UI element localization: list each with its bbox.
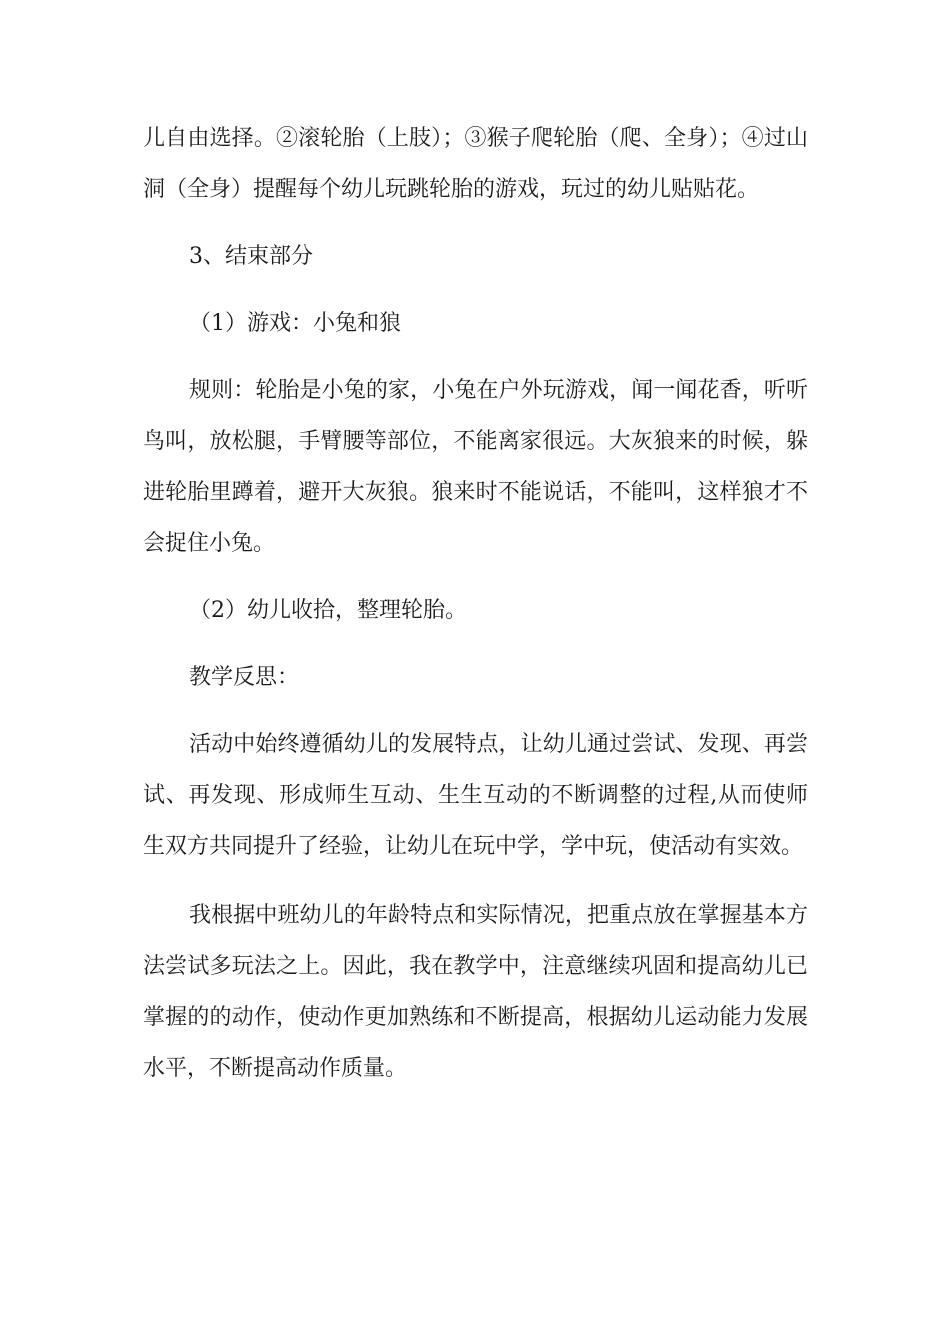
reflection-paragraph-1: 活动中始终遵循幼儿的发展特点，让幼儿通过尝试、发现、再尝试、再发现、形成师生互动、生生互动的不断调整的过程,从而使师生双方共同提升了经验，让幼儿在玩中学，学中玩，使活动有实效。 <box>143 732 808 859</box>
game-title: （1）游戏：小兔和狼 <box>189 311 401 336</box>
paragraph-continuation: 儿自由选择。②滚轮胎（上肢）；③猴子爬轮胎（爬、全身）；④过山洞（全身）提醒每个幼儿玩跳轮胎的游戏，玩过的幼儿贴贴花。 <box>143 126 808 202</box>
reflection-paragraph-2: 我根据中班幼儿的年龄特点和实际情况，把重点放在掌握基本方法尝试多玩法之上。因此，我在教学中，注意继续巩固和提高幼儿已掌握的的动作，使动作更加熟练和不断提高，根据幼儿运动能力发展水平，不断提高动作质量。 <box>143 903 808 1081</box>
tidy-up-step: （2）幼儿收拾，整理轮胎。 <box>189 598 467 623</box>
reflection-heading: 教学反思： <box>189 665 300 690</box>
section-heading-ending: 3、结束部分 <box>189 244 313 269</box>
game-rules-paragraph: 规则：轮胎是小兔的家，小兔在户外玩游戏，闻一闻花香，听听鸟叫，放松腿，手臂腰等部位，不能离家很远。大灰狼来的时候，躲进轮胎里蹲着，避开大灰狼。狼来时不能说话，不能叫，这样狼才不会捉住小兔。 <box>143 378 808 556</box>
document-body <box>143 113 808 1094</box>
